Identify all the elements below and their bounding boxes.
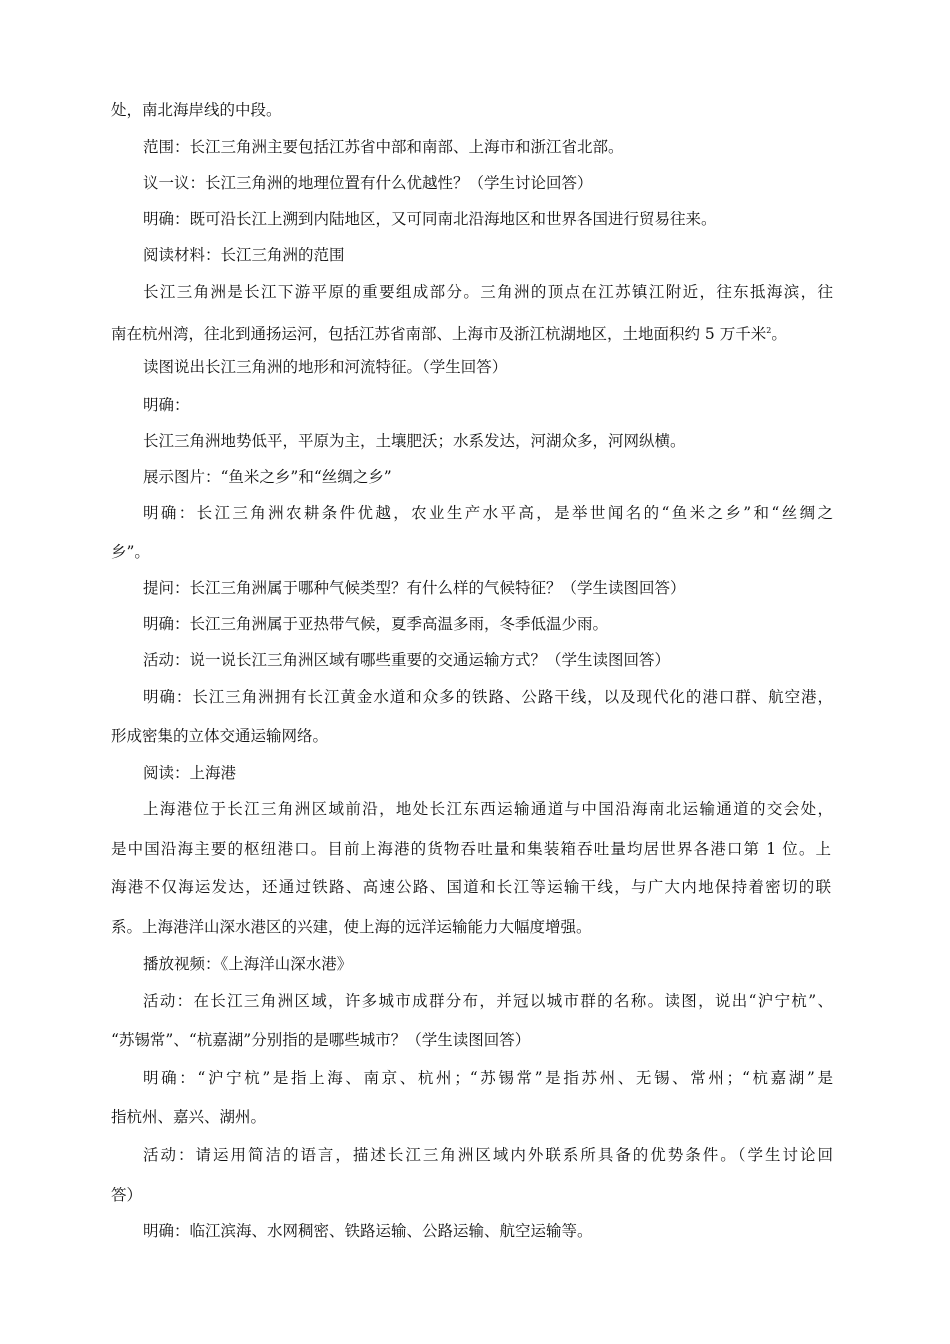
text-punct: 。 <box>771 325 787 343</box>
text-line: “苏锡常”、“杭嘉湖”分别指的是哪些城市？（学生读图回答） <box>111 1031 531 1049</box>
text-line: 阅读材料：长江三角洲的范围 <box>143 246 345 264</box>
text-line: 南在杭州湾，往北到通扬运河，包括江苏省南部、上海市及浙江杭湖地区，土地面积约 5 万千米 <box>111 325 767 343</box>
text-line: 明确：临江滨海、水网稠密、铁路运输、公路运输、航空运输等。 <box>143 1222 593 1240</box>
text-line: 提问：长江三角洲属于哪种气候类型？有什么样的气候特征？（学生读图回答） <box>143 579 686 597</box>
text-line: 读图说出长江三角洲的地形和河流特征。（学生回答） <box>143 358 508 376</box>
text-line: 上海港位于长江三角洲区域前沿，地处长江东西运输通道与中国沿海南北运输通道的交会处， <box>143 800 833 818</box>
text-line: 长江三角洲地势低平，平原为主，土壤肥沃；水系发达，河湖众多，河网纵横。 <box>143 432 686 450</box>
text-line: 播放视频：《上海洋山深水港》 <box>143 955 353 973</box>
text-line: 明确：长江三角洲属于亚热带气候，夏季高温多雨，冬季低温少雨。 <box>143 615 609 633</box>
text-line: 系。上海港洋山深水港区的兴建，使上海的远洋运输能力大幅度增强。 <box>111 918 592 936</box>
text-line: 活动：说一说长江三角洲区域有哪些重要的交通运输方式？（学生读图回答） <box>143 651 671 669</box>
text-line: 答） <box>111 1186 143 1204</box>
text-line: 乡”。 <box>111 543 150 561</box>
text-line: 明确：长江三角洲农耕条件优越，农业生产水平高，是举世闻名的“鱼米之乡”和“丝绸之 <box>143 504 833 522</box>
text-line: 范围：长江三角洲主要包括江苏省中部和南部、上海市和浙江省北部。 <box>143 138 624 156</box>
text-line: 明确：既可沿长江上溯到内陆地区，又可同南北沿海地区和世界各国进行贸易往来。 <box>143 210 717 228</box>
text-line: 明确： <box>143 396 190 414</box>
text-line: 处，南北海岸线的中段。 <box>111 101 282 119</box>
text-line: 海港不仅海运发达，还通过铁路、高速公路、国道和长江等运输干线，与广大内地保持着密切的联 <box>111 878 831 896</box>
text-line: 活动：请运用简洁的语言，描述长江三角洲区域内外联系所具备的优势条件。（学生讨论回 <box>143 1146 833 1164</box>
superscript: 2 <box>766 326 772 335</box>
text-line: 阅读：上海港 <box>143 764 237 782</box>
text-line: 明确：长江三角洲拥有长江黄金水道和众多的铁路、公路干线，以及现代化的港口群、航空港， <box>143 688 833 706</box>
text-line: 是中国沿海主要的枢纽港口。目前上海港的货物吞吐量和集装箱吞吐量均居世界各港口第 1 位。上 <box>111 840 831 858</box>
text-line: 议一议：长江三角洲的地理位置有什么优越性？（学生讨论回答） <box>143 174 593 192</box>
text-line: 展示图片：“鱼米之乡”和“丝绸之乡” <box>143 468 392 486</box>
text-line: 长江三角洲是长江下游平原的重要组成部分。三角洲的顶点在江苏镇江附近，往东抵海滨，往 <box>143 283 833 301</box>
text-line-area <box>111 321 831 344</box>
text-line: 活动：在长江三角洲区域，许多城市成群分布，并冠以城市群的名称。读图，说出“沪宁杭”、 <box>143 992 833 1010</box>
text-line: 形成密集的立体交通运输网络。 <box>111 727 329 745</box>
text-line: 明确：“沪宁杭”是指上海、南京、杭州；“苏锡常”是指苏州、无锡、常州；“杭嘉湖”是 <box>143 1069 833 1087</box>
text-line: 指杭州、嘉兴、湖州。 <box>111 1108 267 1126</box>
